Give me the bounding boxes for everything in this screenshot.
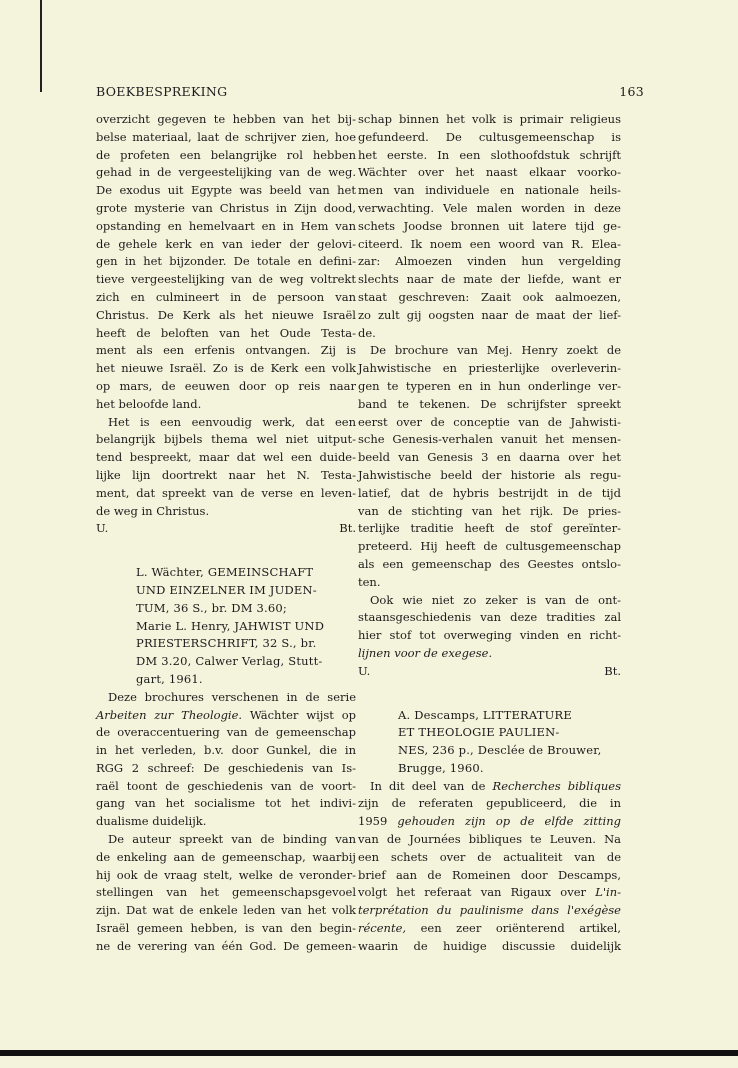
- reference-line: UND EINZELNER IM JUDEN-: [136, 582, 317, 597]
- text-line: slechts naar de mate der liefde, want er: [358, 272, 621, 287]
- text-line: staansgeschiedenis van deze tradities zal: [358, 610, 621, 625]
- text-line: terprétation du paulinisme dans l'exégèse: [358, 903, 621, 918]
- text-line: overzicht gegeven te hebben van het bij-: [96, 112, 356, 126]
- text-line: 1959 gehouden zijn op de elfde zitting: [358, 814, 621, 829]
- text-line: récente, een zeer oriënterend artikel,: [358, 921, 621, 936]
- text-line: de gehele kerk en van ieder der gelovi-: [96, 236, 356, 251]
- series-title: Arbeiten zur Theologie.: [96, 707, 243, 722]
- text-line: tend bespreekt, maar dat wel een duide-: [96, 450, 356, 465]
- text-line: dualisme duidelijk.: [96, 814, 207, 829]
- text-line: tieve vergeestelijking van de weg voltrekt: [96, 272, 356, 287]
- text-line: belse materiaal, laat de schrijver zien, hoe: [96, 129, 356, 144]
- scan-margin-rule: [40, 0, 42, 92]
- text-line: terlijke traditie heeft de stof gereïnter-: [358, 521, 621, 536]
- paragraph: [96, 831, 356, 956]
- text-line: gehad in de vergeestelijking van de weg.: [96, 165, 356, 180]
- right-column: [358, 111, 621, 956]
- text-line: Ook wie niet zo zeker is van de ont-: [370, 592, 621, 607]
- reference-line: gart, 1961.: [136, 671, 203, 686]
- text-line: ten.: [358, 574, 381, 589]
- reference-line: TUM, 36 S., br. DM 3.60;: [136, 600, 288, 615]
- text-line: gefundeerd. De cultusgemeenschap is: [358, 129, 621, 144]
- paragraph: [96, 414, 356, 521]
- text-line: het eerste. In een slothoofdstuk schrijft: [358, 147, 621, 162]
- text-line: hier stof tot overweging vinden en richt-: [358, 628, 621, 643]
- paragraph: [358, 592, 621, 663]
- text-line: Jahwistische en priesterlijke overleverin-: [358, 361, 621, 376]
- review-signature: [358, 663, 621, 681]
- page-number: 163: [619, 84, 644, 99]
- text-line: gen in het bijzonder. De totale en defini-: [96, 254, 356, 269]
- book-reference: [136, 564, 356, 689]
- text-line: de weg in Christus.: [96, 503, 210, 518]
- text-line: Het is een eenvoudig werk, dat een: [108, 414, 356, 429]
- reference-line: PRIESTERSCHRIFT, 32 S., br.: [136, 636, 317, 651]
- text-line: Christus. De Kerk als het nieuwe Israël: [96, 307, 356, 322]
- text-line: de.: [358, 325, 376, 340]
- text-line: brief aan de Romeinen door Descamps,: [358, 867, 621, 882]
- text-line: zijn. Dat wat de enkele leden van het volk: [96, 903, 356, 918]
- text-line: Deze brochures verschenen in de serie: [108, 689, 356, 704]
- text-line: opstanding en hemelvaart en in Hem van: [96, 218, 356, 233]
- reference-line: A. Descamps, LITTERATURE: [398, 707, 572, 722]
- paragraph: [96, 111, 356, 414]
- text-line: het beloofde land.: [96, 396, 202, 411]
- text-line: De auteur spreekt van de binding van: [108, 832, 356, 847]
- reference-line: L. Wächter, GEMEINSCHAFT: [136, 565, 314, 580]
- text-line: in het verleden, b.v. door Gunkel, die in: [96, 743, 356, 758]
- text-line: Jahwistische beeld der historie als regu-: [358, 467, 621, 482]
- signature-place: U.: [358, 663, 371, 678]
- text-line: stellingen van het gemeenschapsgevoel: [96, 885, 356, 900]
- text-line: van de stichting van het rijk. De pries-: [358, 503, 621, 518]
- text-line: belangrijk bijbels thema wel niet uitput-: [96, 432, 356, 447]
- text-line: zijn de referaten gepubliceerd, die in: [358, 796, 621, 811]
- text-line: eerst over de conceptie van de Jahwisti-: [358, 414, 621, 429]
- text-line: grote mysterie van Christus in Zijn dood,: [96, 200, 356, 215]
- book-reference: [398, 707, 621, 778]
- left-column: [96, 111, 356, 956]
- text-line: waarin de huidige discussie duidelijk: [358, 938, 621, 953]
- text-line: RGG 2 schreef: De geschiedenis van Is-: [96, 760, 356, 775]
- text-line: gen te typeren en in hun onderlinge ver-: [358, 378, 621, 393]
- text-line: lijke lijn doortrekt naar het N. Testa-: [96, 467, 356, 482]
- text-line: ne de verering van één God. De gemeen-: [96, 938, 356, 953]
- text-line: Israël gemeen hebben, is van den begin-: [96, 921, 356, 936]
- series-title: Recherches bibliques: [492, 778, 621, 793]
- signature-initials: Bt.: [339, 521, 356, 536]
- text-line: De exodus uit Egypte was beeld van het: [96, 183, 356, 198]
- text-line: men van individuele en nationale heils-: [358, 183, 621, 198]
- text-line: van de Journées bibliques te Leuven. Na: [358, 832, 621, 847]
- reference-line: DM 3.20, Calwer Verlag, Stutt-: [136, 654, 323, 669]
- text-line: op mars, de eeuwen door op reis naar: [96, 378, 356, 393]
- text-line: volgt het referaat van Rigaux over L'in-: [358, 885, 621, 900]
- text-line: de overaccentuering van de gemeenschap: [96, 725, 356, 740]
- scan-bottom-rule: [0, 1050, 738, 1056]
- text-line: beeld van Genesis 3 en daarna over het: [358, 450, 621, 465]
- text-line: hij ook de vraag stelt, welke de veronder-: [96, 867, 356, 882]
- text-line: schets Joodse bronnen uit latere tijd ge-: [358, 218, 621, 233]
- text-line: preteerd. Hij heeft de cultusgemeenschap: [358, 539, 621, 554]
- text-line: zich en culmineert in de persoon van: [96, 289, 356, 304]
- text-line: raël toont de geschiedenis van de voort-: [96, 778, 356, 793]
- text-line: een schets over de actualiteit van de: [358, 849, 621, 864]
- text-line: staat geschreven: Zaait ook aalmoezen,: [358, 289, 621, 304]
- text-line: citeerd. Ik noem een woord van R. Elea-: [358, 236, 621, 251]
- text-line: de enkeling aan de gemeenschap, waarbij: [96, 849, 356, 864]
- text-line: latief, dat de hybris bestrijdt in de tijd: [358, 485, 621, 500]
- text-line: de profeten een belangrijke rol hebben: [96, 147, 356, 162]
- text-line: De brochure van Mej. Henry zoekt de: [370, 343, 621, 358]
- signature-place: U.: [96, 521, 109, 536]
- reference-line: Brugge, 1960.: [398, 760, 484, 775]
- text-line: ment als een erfenis ontvangen. Zij is: [96, 343, 356, 358]
- text-line: band te tekenen. De schrijfster spreekt: [358, 396, 621, 411]
- running-title: BOEKBESPREKING: [96, 84, 228, 99]
- paragraph: [358, 342, 621, 591]
- paragraph: [96, 689, 356, 831]
- text-line: lijnen voor de exegese.: [358, 645, 493, 660]
- text-line: het nieuwe Israël. Zo is de Kerk een volk: [96, 361, 356, 376]
- text-line: zo zult gij oogsten naar de maat der lief-: [358, 307, 621, 322]
- reference-line: NES, 236 p., Desclée de Brouwer,: [398, 743, 602, 758]
- text-line: sche Genesis-verhalen vanuit het mensen-: [358, 432, 621, 447]
- text-line: heeft de beloften van het Oude Testa-: [96, 325, 356, 340]
- text-line: verwachting. Vele malen worden in deze: [358, 200, 621, 215]
- signature-initials: Bt.: [604, 663, 621, 678]
- text-line: ment, dat spreekt van de verse en leven-: [96, 485, 356, 500]
- text-line: schap binnen het volk is primair religieus: [358, 112, 621, 126]
- reference-line: ET THEOLOGIE PAULIEN-: [398, 725, 560, 740]
- text-line: Wächter over het naast elkaar voorko-: [358, 165, 621, 180]
- text-line: zar: Almoezen vinden hun vergelding: [358, 254, 621, 269]
- reference-line: Marie L. Henry, JAHWIST UND: [136, 618, 325, 633]
- text-line: als een gemeenschap des Geestes ontslo-: [358, 556, 621, 571]
- text-line: gang van het socialisme tot het indivi-: [96, 796, 356, 811]
- review-signature: [96, 520, 356, 538]
- text-line: Arbeiten zur Theologie. Wächter wijst op: [96, 707, 356, 722]
- paragraph: [358, 111, 621, 342]
- text-line: In dit deel van de Recherches bibliques: [370, 778, 621, 793]
- paragraph: [358, 778, 621, 956]
